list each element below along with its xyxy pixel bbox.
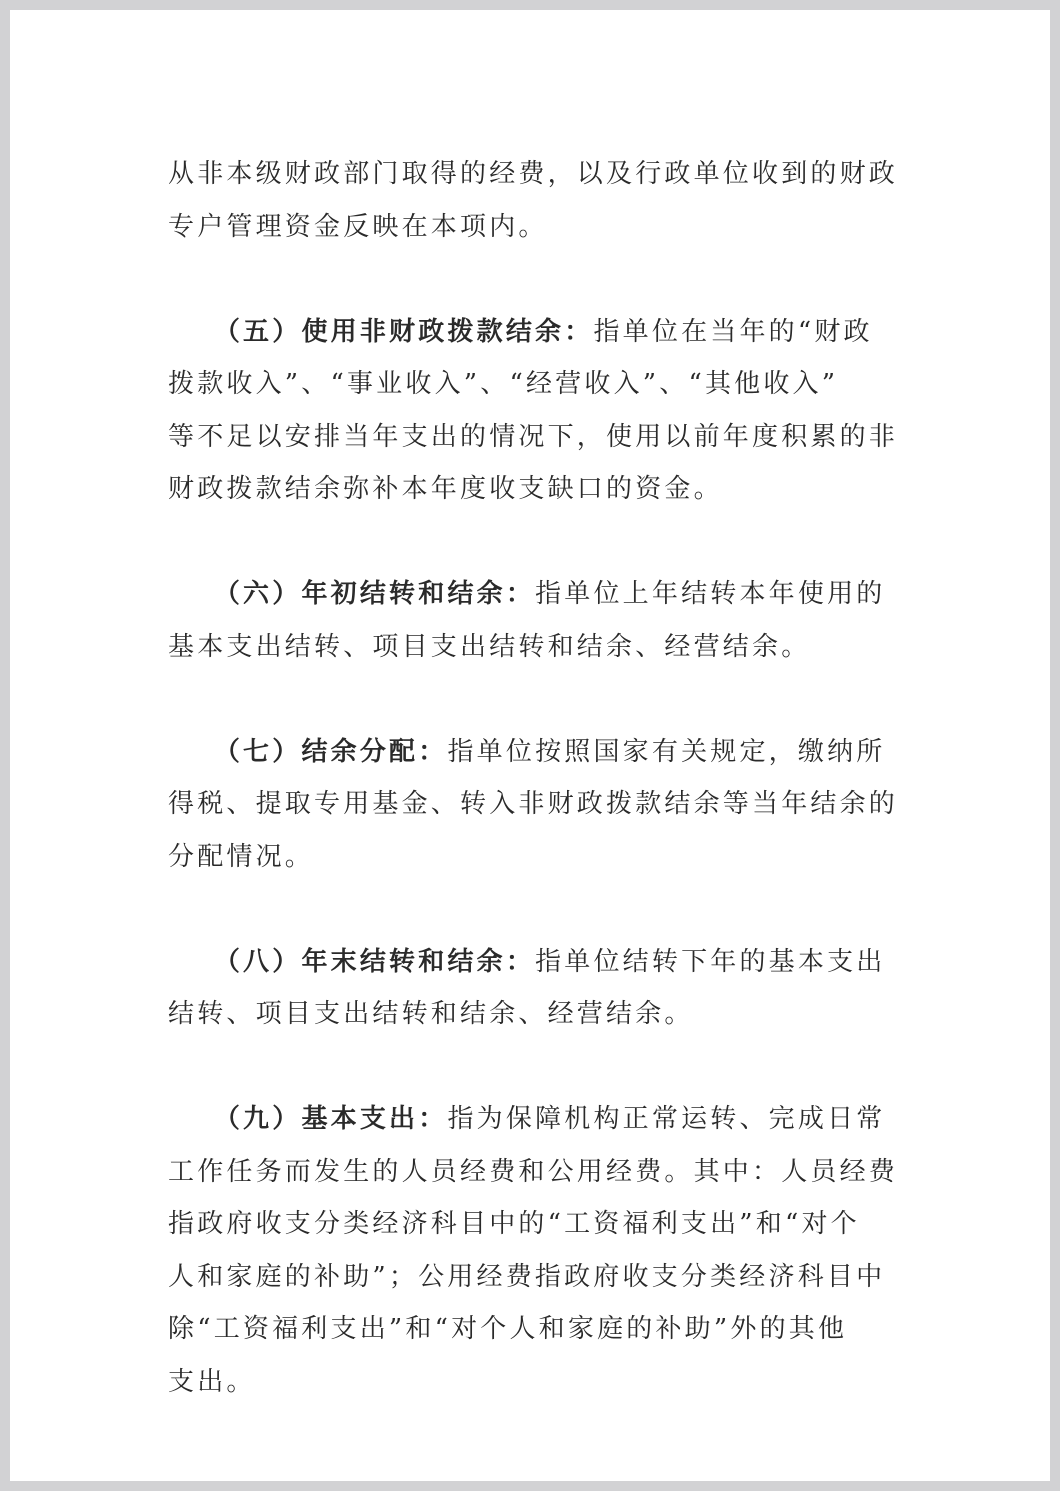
section-9-heading: （九）基本支出： <box>213 1104 448 1134</box>
section-9-line: 指政府收支分类经济科目中的“工资福利支出”和“对个 <box>168 1209 860 1239</box>
section-5-line: 等不足以安排当年支出的情况下，使用以前年度积累的非 <box>168 421 899 452</box>
section-9-first-line <box>168 1093 928 1146</box>
paragraph-gap <box>168 253 928 306</box>
section-7-first-line <box>168 726 928 779</box>
intro-line: 专户管理资金反映在本项内。 <box>168 211 548 242</box>
section-5-line: 财政拨款结余弥补本年度收支缺口的资金。 <box>168 474 723 504</box>
section-5-line: 拨款收入”、“事业收入”、“经营收入”、“其他收入” <box>168 369 839 399</box>
section-9-line: 工作任务而发生的人员经费和公用经费。其中：人员经费 <box>168 1156 899 1187</box>
document-body <box>168 148 928 1408</box>
section-6-first-line <box>168 568 928 621</box>
section-9-line: 人和家庭的补助”；公用经费指政府收支分类经济科目中 <box>168 1261 886 1292</box>
paragraph-gap <box>168 673 928 726</box>
section-7-heading: （七）结余分配： <box>213 736 448 767</box>
section-5-heading: （五）使用非财政拨款结余： <box>213 316 594 347</box>
section-8-line: 结转、项目支出结转和结余、经营结余。 <box>168 999 694 1029</box>
section-7-line: 分配情况。 <box>168 841 315 872</box>
section-5-text: 指单位在当年的“财政 <box>593 316 873 347</box>
paragraph-gap <box>168 516 928 569</box>
section-7-text: 指单位按照国家有关规定，缴纳所 <box>447 736 886 767</box>
section-9-text: 指为保障机构正常运转、完成日常 <box>447 1104 886 1134</box>
paragraph-gap <box>168 883 928 936</box>
section-9-line: 支出。 <box>168 1366 256 1397</box>
paragraph-gap <box>168 1041 928 1094</box>
section-6-line: 基本支出结转、项目支出结转和结余、经营结余。 <box>168 631 811 662</box>
section-7-line: 得税、提取专用基金、转入非财政拨款结余等当年结余的 <box>168 789 899 819</box>
section-6-text: 指单位上年结转本年使用的 <box>535 579 886 609</box>
section-6-heading: （六）年初结转和结余： <box>213 579 536 609</box>
intro-line: 从非本级财政部门取得的经费，以及行政单位收到的财政 <box>168 159 899 189</box>
section-5-first-line <box>168 306 928 359</box>
document-page <box>10 10 1050 1481</box>
section-8-heading: （八）年末结转和结余： <box>213 946 536 977</box>
section-8-first-line <box>168 936 928 989</box>
section-9-line: 除“工资福利支出”和“对个人和家庭的补助”外的其他 <box>168 1314 848 1344</box>
section-8-text: 指单位结转下年的基本支出 <box>535 946 886 977</box>
